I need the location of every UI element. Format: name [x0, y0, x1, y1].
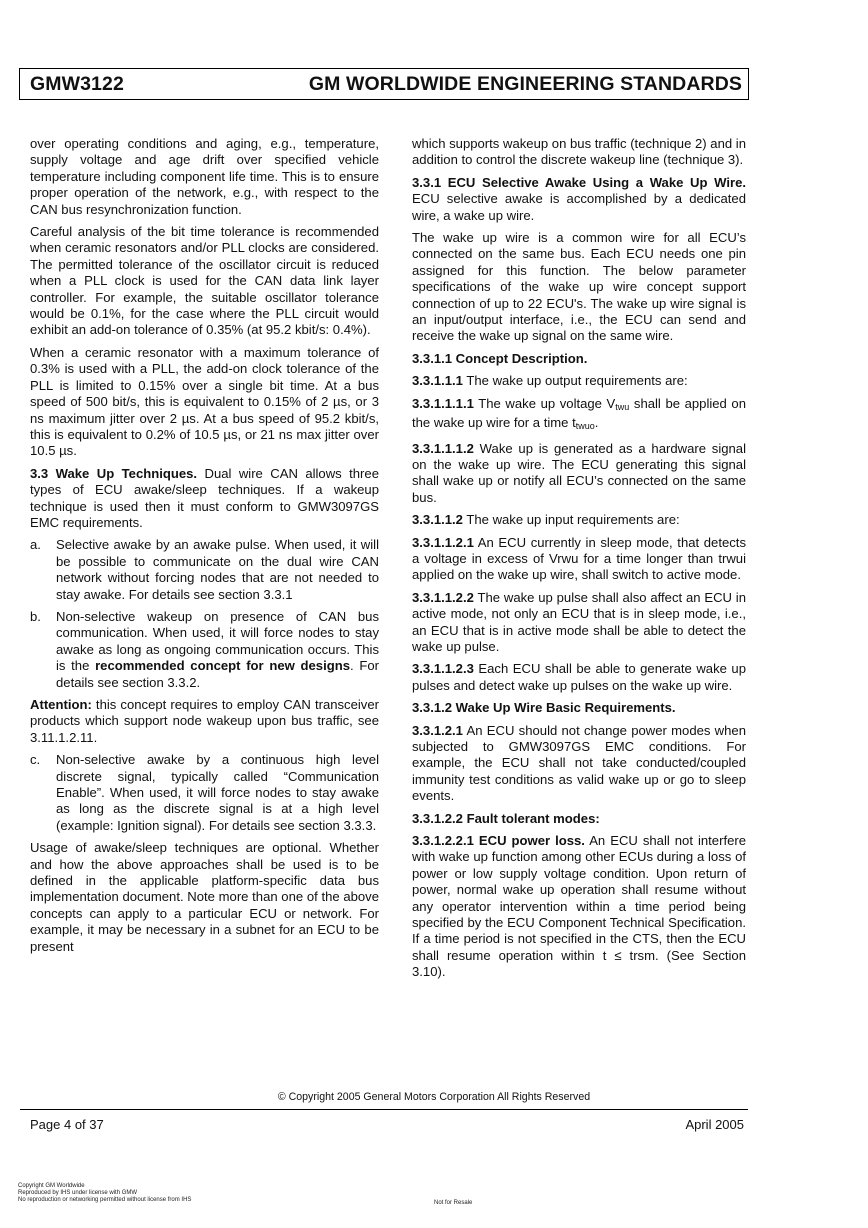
section-heading: 3.3 Wake Up Techniques.: [30, 465, 198, 481]
attention-label: Attention:: [30, 697, 92, 712]
list-text: Non-selective awake by a continuous high level discrete signal, typically called “Communication Enable”. When used, it will force nodes to stay awake as long as the discrete signal is at a high level (example: Ignition signal). For details see section 3.3.3.: [56, 752, 379, 833]
clause-3-3-1-1-2-2: [412, 590, 746, 656]
clause-number: 3.3.1.2.1: [412, 722, 463, 738]
license-notice: [18, 1183, 191, 1204]
list-marker: b.: [30, 608, 41, 624]
list-text-part: Non-selective wakeup on presence of CAN bus communication. When used, it will force nodes to stay awake as long as ongoing communication occurs. This is the: [56, 608, 379, 674]
clause-3-3-1-1-1-2: [412, 441, 746, 507]
clause-number: 3.3.1.1.1: [412, 373, 463, 389]
organization-title: GM WORLDWIDE ENGINEERING STANDARDS: [308, 72, 742, 95]
list-item-a: [30, 537, 379, 603]
section-heading: 3.3.1.2 Wake Up Wire Basic Requirements.: [412, 700, 676, 716]
section-heading: 3.3.1 ECU Selective Awake Using a Wake Up Wire.: [412, 174, 746, 190]
clause-text: The wake up voltage V: [473, 395, 616, 411]
clause-text: Wake up is generated as a hardware signal on the wake up wire. The ECU generating this signal shall wake up or notify all ECU’s connected on the same bus.: [412, 440, 746, 505]
right-column: [412, 136, 746, 987]
clause-3-3-1-1-2: [412, 512, 746, 528]
paragraph: Careful analysis of the bit time tolerance is recommended when ceramic resonators and/or PLL clocks are considered. The permitted tolerance of the oscillator circuit is reduced when a PLL clock is used for the CAN data link layer controller. For example, the suitable oscillator tolerance would be 0.1%, for the case where the PLL circuit would exhibit an add-on tolerance of 0.35% (at 95.2 kbit/s: 0.4%).: [30, 224, 379, 338]
clause-number: 3.3.1.1.2: [412, 512, 463, 528]
section-3-3-1-1: [412, 351, 746, 367]
clause-text: An ECU currently in sleep mode, that detects a voltage in excess of Vrwu for a time longer than trwui applied on the wake up wire, shall switch to active mode.: [412, 534, 746, 583]
section-heading: 3.3.1.1 Concept Description.: [412, 350, 588, 366]
paragraph: When a ceramic resonator with a maximum tolerance of 0.3% is used with a PLL, the add-on clock tolerance of the PLL is limited to 0.15% over a single bit time. At a bus speed of 500 bit/s, this is equivalent to 0.15% of 2 µs, or 3 ns maximum jitter over 2 µs. At a bus speed of 95.2 kbit/s, this is equivalent to 0.2% of 10.5 µs, or 21 ns max jitter over 10.5 µs.: [30, 344, 379, 459]
attention-text: this concept requires to employ CAN transceiver products which support node wakeup upon bus traffic, see 3.11.1.2.11.: [30, 697, 379, 745]
clause-number: 3.3.1.1.1.1: [412, 395, 474, 411]
license-line: Reproduced by IHS under license with GMW: [18, 1190, 138, 1196]
section-text: ECU selective awake is accomplished by a dedicated wire, a wake up wire.: [412, 191, 746, 223]
clause-text: .: [594, 415, 599, 431]
clause-number: 3.3.1.1.2.2: [412, 589, 474, 605]
clause-3-3-1-1-2-1: [412, 535, 746, 584]
document-id: GMW3122: [30, 72, 124, 95]
paragraph: Usage of awake/sleep techniques are optional. Whether and how the above approaches shall be used is to be defined in the applicable platform-specific data bus implementation document. Note more than one of the above concepts can apply to a particular ECU or network. For example, it may be necessary in a subnet for an ECU to be present: [30, 840, 379, 954]
clause-number: 3.3.1.1.1.2: [412, 440, 474, 456]
clause-text: shall be applied on the wake up wire for a time t: [412, 395, 746, 431]
clause-3-3-1-1-1: [412, 373, 746, 389]
attention-note: [30, 697, 379, 746]
paragraph: The wake up wire is a common wire for all ECU’s connected on the same bus. Each ECU needs one pin assigned for this function. The below parameter specifications of the wake up wire concept support connection of up to 22 ECU's. The wake up wire signal is an input/output interface, i.e., the ECU can send and receive the wake up signal on the same wire.: [412, 230, 746, 344]
paragraph: which supports wakeup on bus traffic (technique 2) and in addition to control the discrete wakeup line (technique 3).: [412, 136, 746, 168]
section-3-3: [30, 466, 379, 532]
list-text: Selective awake by an awake pulse. When used, it will be possible to communicate on the dual wire CAN network without forcing nodes that are not needed to stay awake. For details see section 3.3.1: [56, 537, 379, 602]
clause-text: An ECU should not change power modes when subjected to GMW3097GS EMC conditions. For example, the ECU shall not take conducted/coupled immunity test conditions as valid wake up or go to sleep events.: [412, 722, 746, 804]
list-item-c: [30, 752, 379, 834]
list-marker: a.: [30, 537, 41, 553]
clause-3-3-1-1-2-3: [412, 661, 746, 694]
resale-notice: Not for Resale: [434, 1200, 473, 1206]
section-3-3-1: [412, 175, 746, 224]
section-3-3-1-2: [412, 700, 746, 716]
list-text-part: . For details see section 3.3.2.: [56, 658, 380, 690]
license-line: No reproduction or networking permitted without license from IHS: [18, 1197, 192, 1203]
footer-divider: [20, 1109, 748, 1110]
paragraph: over operating conditions and aging, e.g., temperature, supply voltage and age drift over specified vehicle temperature including component life time. This is to ensure proper operation of the network, e.g., with respect to the CAN bus resynchronization function.: [30, 136, 379, 217]
clause-3-3-1-1-1-1: [412, 396, 746, 435]
clause-text: The wake up output requirements are:: [462, 373, 688, 389]
subscript: twu: [615, 401, 630, 412]
subscript: twuo: [575, 421, 595, 432]
clause-number: 3.3.1.1.2.1: [412, 534, 474, 550]
left-column: [30, 136, 379, 961]
clause-text: An ECU shall not interfere with wake up function among other ECUs during a loss of power or low supply voltage condition. Upon return of power, normal wake up operation shall resume without any operator intervention within a time period being specified by the ECU Component Technical Specification. If a time period is not specified in the CTS, then the ECU shall resume operation within t ≤ trsm. (See Section 3.10).: [412, 833, 747, 980]
section-text: Dual wire CAN allows three types of ECU awake/sleep techniques. If a wakeup technique is used then it must conform to GMW3097GS EMC requirements.: [30, 465, 379, 530]
section-3-3-1-2-2: [412, 811, 746, 827]
page-header: [19, 68, 749, 100]
clause-text: The wake up input requirements are:: [462, 512, 680, 528]
list-text: [56, 609, 379, 691]
clause-text: Each ECU shall be able to generate wake up pulses and detect wake up pulses on the wake up wire.: [412, 661, 746, 693]
license-line: Copyright GM Worldwide: [18, 1183, 85, 1189]
copyright-notice: © Copyright 2005 General Motors Corporation All Rights Reserved: [277, 1091, 591, 1103]
page-number: Page 4 of 37: [30, 1117, 104, 1132]
list-marker: c.: [30, 752, 41, 768]
publication-date: April 2005: [685, 1117, 744, 1132]
clause-text: The wake up pulse shall also affect an ECU in active mode, not only an ECU that is in sleep mode, i.e., an ECU that is in active mode shall be able to detect the wake up pulse.: [412, 589, 746, 654]
section-heading: 3.3.1.2.2 Fault tolerant modes:: [412, 810, 600, 826]
clause-heading: 3.3.1.2.2.1 ECU power loss.: [412, 833, 585, 849]
clause-number: 3.3.1.1.2.3: [412, 661, 474, 677]
list-item-b: [30, 609, 379, 691]
clause-3-3-1-2-1: [412, 723, 746, 805]
clause-3-3-1-2-2-1: [412, 833, 746, 981]
emphasis: recommended concept for new designs: [95, 658, 351, 674]
